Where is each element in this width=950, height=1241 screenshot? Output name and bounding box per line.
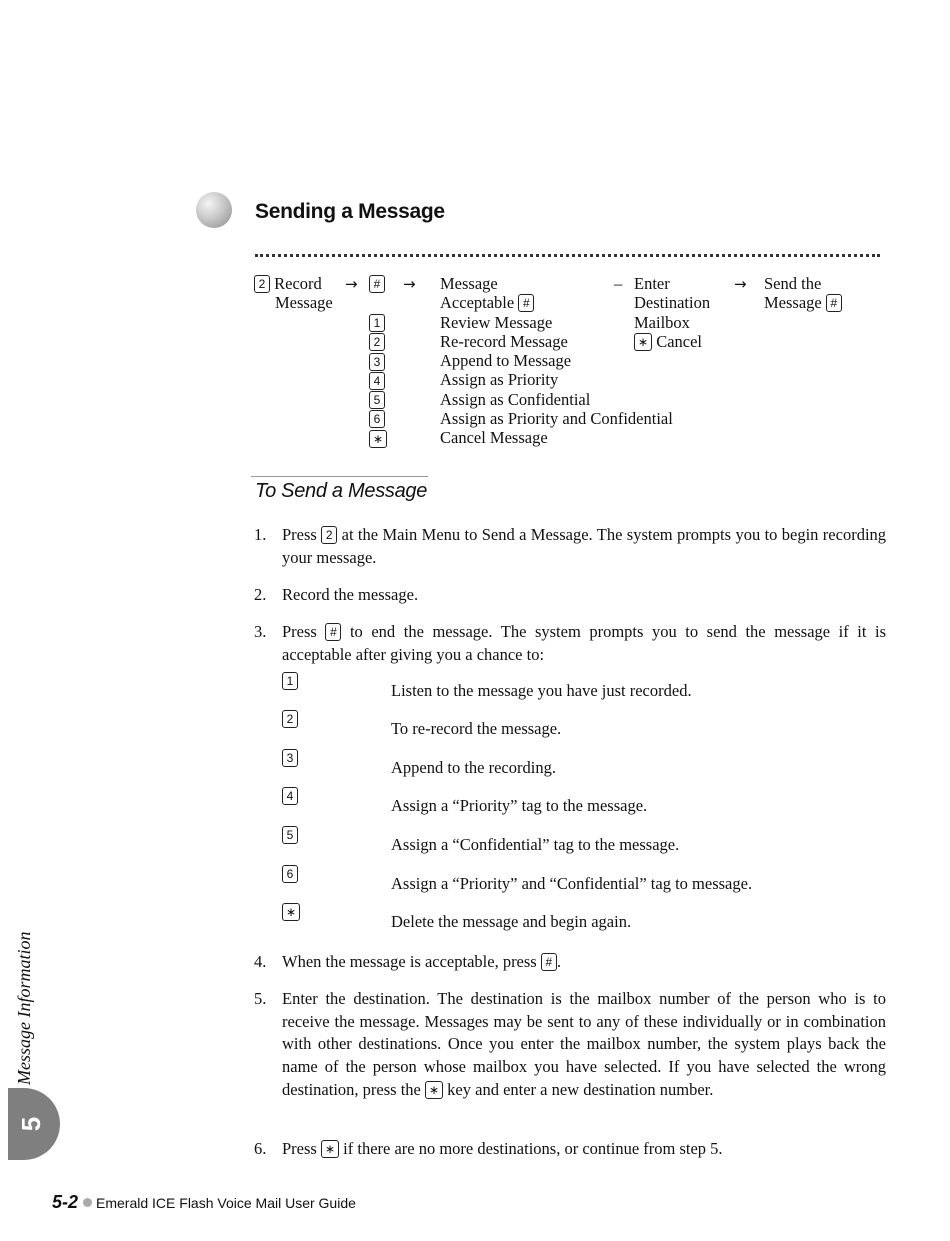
flow-option-label: Re-record Message: [440, 331, 568, 351]
guide-title: Emerald ICE Flash Voice Mail User Guide: [96, 1195, 356, 1211]
flow-send: [764, 274, 842, 313]
option-description: Append to the recording.: [391, 758, 556, 777]
flow-option-label: Assign as Priority: [440, 370, 559, 390]
flow-option-label: Append to Message: [440, 351, 572, 371]
key-hash-icon: #: [826, 294, 842, 312]
subsection-title: To Send a Message: [255, 480, 428, 502]
flow-record-label: Record: [274, 274, 322, 293]
flow-enter-label: Enter: [634, 274, 670, 293]
step-text: .: [556, 952, 561, 971]
key-star-icon: ∗: [321, 1140, 339, 1158]
option-key-icon: 5: [282, 826, 298, 844]
step-text: if there are no more destinations, or continue from step 5.: [343, 1139, 723, 1158]
step-text: Press: [282, 1139, 317, 1158]
step-text: When the message is acceptable, press: [282, 952, 537, 971]
flow-end-key: [369, 274, 385, 293]
option-key-icon: 3: [282, 749, 298, 767]
step-number: 2.: [254, 585, 267, 604]
option-description: Assign a “Confidential” tag to the message.: [391, 835, 680, 854]
step-text: Press: [282, 622, 317, 641]
step-text: key and enter a new destination number.: [447, 1079, 714, 1099]
flow-option-label: Review Message: [440, 312, 553, 332]
step-6: [254, 1138, 886, 1161]
step-3: [254, 621, 886, 666]
flow-cancel-label: Cancel: [656, 331, 702, 351]
key-hash-icon: #: [369, 275, 385, 293]
step-5: [254, 988, 886, 1102]
step-number: 6.: [254, 1139, 267, 1158]
flow-option-label: Cancel Message: [440, 428, 548, 448]
footer-bullet-icon: [83, 1198, 92, 1207]
option-key-icon: 2: [282, 710, 298, 728]
step-number: 4.: [254, 952, 267, 971]
flow-record-label-2: Message: [275, 293, 333, 313]
page-footer: [52, 1192, 356, 1213]
flow-send-label: Send the: [764, 274, 822, 293]
step-text: at the Main Menu to Send a Message. The system prompts you to begin recording your message.: [282, 525, 887, 567]
key-hash-icon: #: [325, 623, 341, 641]
flow-record: [254, 274, 333, 313]
option-description: Assign a “Priority” tag to the message.: [391, 796, 648, 815]
flow-option-label: Assign as Priority and Confidential: [440, 409, 673, 429]
key-hash-icon: #: [518, 294, 534, 312]
option-description: To re-record the message.: [391, 719, 562, 738]
section-bullet-icon: [196, 192, 232, 228]
option-key-icon: ∗: [369, 430, 387, 448]
option-description: Assign a “Priority” and “Confidential” tag to message.: [391, 874, 753, 893]
option-key-icon: 6: [282, 865, 298, 883]
flow-enter-label: Destination: [634, 293, 711, 313]
key-2-icon: 2: [254, 275, 270, 293]
flow-enter-destination: [634, 274, 710, 351]
section-title: Sending a Message: [255, 200, 445, 223]
page-number: 5-2: [52, 1192, 79, 1212]
chapter-label: Message Information: [14, 931, 34, 1085]
step-4: [254, 951, 886, 974]
flow-message-label: Message: [440, 274, 498, 293]
flow-arrow-icon: →: [403, 275, 416, 293]
flow-option-label: Assign as Confidential: [440, 389, 591, 409]
key-star-icon: ∗: [425, 1081, 443, 1099]
flow-acceptable-label: Acceptable: [440, 293, 515, 313]
step-2: [254, 584, 886, 607]
step-number: 5.: [254, 989, 267, 1008]
step-text: Record the message.: [282, 585, 419, 604]
option-description: Listen to the message you have just recorded.: [391, 681, 692, 700]
step-number: 3.: [254, 622, 267, 641]
flow-send-label-2: Message: [764, 293, 822, 313]
dotted-divider: [255, 254, 880, 261]
subsection-rule: [251, 476, 428, 477]
option-key-icon: 2: [369, 333, 385, 351]
option-key-icon: ∗: [282, 903, 300, 921]
option-key-icon: 4: [282, 787, 298, 805]
option-key-icon: 5: [369, 391, 385, 409]
option-key-icon: 3: [369, 353, 385, 371]
option-description: Delete the message and begin again.: [391, 912, 632, 931]
option-key-icon: 6: [369, 410, 385, 428]
flow-arrow-icon: →: [345, 275, 358, 293]
key-star-icon: ∗: [634, 333, 652, 351]
option-key-icon: 1: [282, 672, 298, 690]
option-key-icon: 1: [369, 314, 385, 332]
step-text: Press: [282, 525, 317, 544]
step-1: [254, 524, 886, 569]
step-text: to end the message. The system prompts you to send the message if it is acceptable after giving you a chance to:: [282, 622, 887, 664]
option-key-icon: 4: [369, 372, 385, 390]
step-number: 1.: [254, 525, 267, 544]
flow-enter-label: Mailbox: [634, 312, 690, 332]
flow-enter-arrow: –: [614, 274, 623, 293]
key-hash-icon: #: [541, 953, 557, 971]
step-text: Enter the destination. The destination is the mailbox number of the person who is to receive the message. Messages may be sent to any of these individually or in combination with other destinations. Once you enter the mailbox number, the system plays back the name of the person whose mailbox you have selected. If you have selected the wrong destination, press the: [282, 989, 886, 1099]
flow-option-keys: [369, 313, 387, 448]
key-2-icon: 2: [321, 526, 337, 544]
flow-arrow-icon: →: [734, 275, 747, 293]
chapter-number: 5: [16, 1116, 46, 1132]
